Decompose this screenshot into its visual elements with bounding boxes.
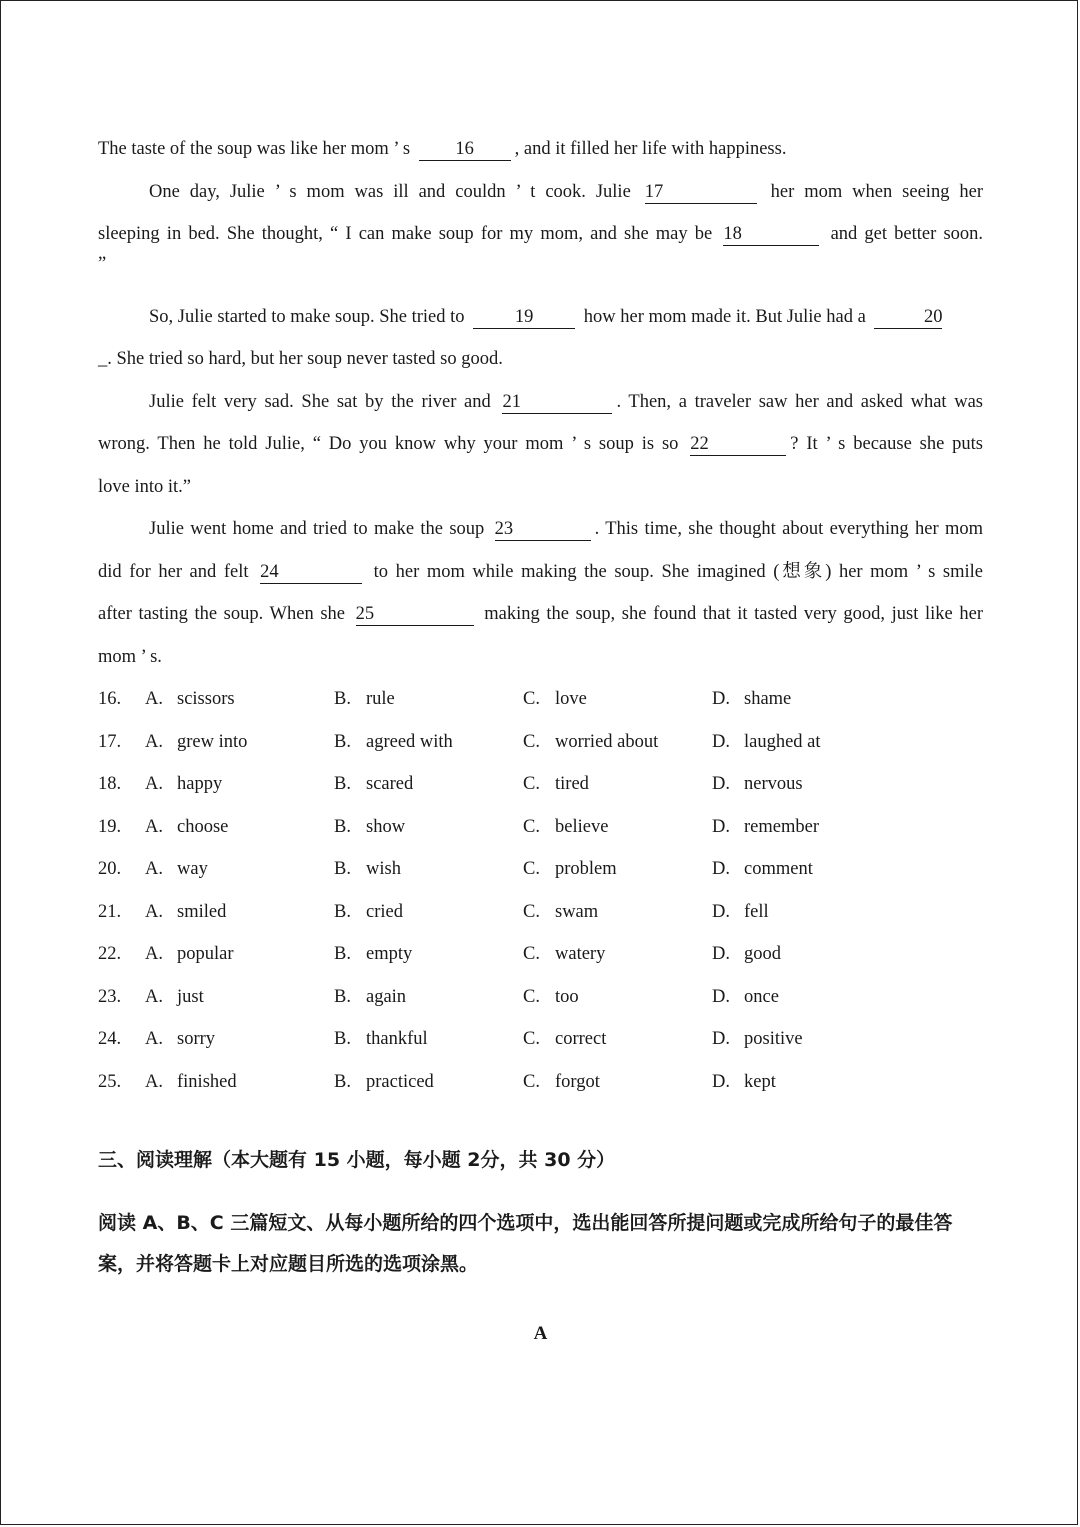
option-c[interactable]	[523, 891, 712, 934]
option-d[interactable]	[712, 848, 901, 891]
option-letter: D.	[712, 689, 730, 709]
option-text: positive	[744, 1029, 803, 1049]
question-number: 22.	[98, 944, 122, 964]
question-number: 19.	[98, 816, 122, 837]
option-letter: D.	[712, 1029, 730, 1049]
text: , and it filled her life with happiness.	[514, 139, 787, 159]
option-c[interactable]	[523, 806, 712, 849]
passage-line-12	[98, 593, 983, 636]
option-letter: C.	[523, 774, 540, 794]
text: Julie felt very sad. She sat by the river and	[149, 391, 491, 412]
option-text: scared	[366, 774, 414, 794]
option-letter: A.	[145, 859, 163, 879]
option-text: cried	[366, 901, 403, 922]
option-letter: D.	[712, 774, 730, 794]
option-letter: A.	[145, 774, 163, 794]
option-d[interactable]	[712, 721, 901, 764]
question-17	[98, 721, 983, 764]
option-letter: D.	[712, 816, 730, 837]
option-letter: C.	[523, 816, 540, 837]
option-c[interactable]	[523, 933, 712, 976]
option-a[interactable]	[145, 891, 334, 934]
option-letter: A.	[145, 1071, 163, 1092]
option-letter: C.	[523, 1029, 540, 1049]
passage-line-8	[98, 423, 983, 466]
text: how her mom made it. But Julie had a	[583, 306, 866, 327]
option-c[interactable]	[523, 721, 712, 764]
option-text: choose	[177, 816, 229, 837]
option-a[interactable]	[145, 1018, 334, 1061]
option-letter: D.	[712, 901, 730, 922]
option-letter: B.	[334, 1071, 351, 1092]
option-text: watery	[555, 944, 606, 964]
option-text: problem	[555, 859, 617, 879]
text: making the soup, she found that it tasted very good, just like her	[484, 604, 984, 624]
blank-18: 18	[723, 223, 819, 246]
text: did for her and felt	[98, 561, 249, 582]
text: sleeping in bed. She thought, “ I can make soup for my mom, and she may be	[98, 224, 713, 244]
option-b[interactable]	[334, 763, 523, 806]
blank-24: 24	[260, 561, 362, 584]
text: her mom when seeing her	[770, 181, 984, 202]
question-number: 23.	[98, 986, 122, 1007]
option-text: sorry	[177, 1029, 216, 1049]
option-letter: B.	[334, 859, 351, 879]
option-b[interactable]	[334, 678, 523, 721]
question-number: 21.	[98, 901, 122, 922]
option-text: way	[177, 859, 208, 879]
option-text: once	[744, 986, 779, 1007]
option-letter: A.	[145, 986, 163, 1007]
blank-20: 20	[874, 306, 942, 329]
option-text: scissors	[177, 689, 235, 709]
question-list	[98, 678, 983, 1103]
option-text: laughed at	[744, 731, 821, 752]
option-b[interactable]	[334, 806, 523, 849]
option-text: smiled	[177, 901, 227, 922]
option-letter: A.	[145, 731, 163, 752]
passage-line-10	[98, 508, 983, 551]
option-text: grew into	[177, 731, 248, 752]
text: love into it.”	[98, 476, 191, 497]
option-letter: C.	[523, 944, 540, 964]
option-text: again	[366, 986, 407, 1007]
option-letter: D.	[712, 731, 730, 752]
option-letter: D.	[712, 859, 730, 879]
option-letter: A.	[145, 689, 163, 709]
option-b[interactable]	[334, 933, 523, 976]
option-a[interactable]	[145, 1061, 334, 1104]
option-text: worried about	[555, 731, 659, 752]
option-letter: B.	[334, 986, 351, 1007]
text: ”	[98, 253, 107, 274]
option-letter: B.	[334, 1029, 351, 1049]
text: after tasting the soup. When she	[98, 604, 346, 624]
option-letter: A.	[145, 816, 163, 837]
option-a[interactable]	[145, 933, 334, 976]
option-c[interactable]	[523, 678, 712, 721]
passage-line-3	[98, 213, 983, 256]
option-text: tired	[555, 774, 589, 794]
option-text: swam	[555, 901, 599, 922]
option-letter: B.	[334, 689, 351, 709]
option-text: wish	[366, 859, 401, 879]
option-a[interactable]	[145, 976, 334, 1019]
option-d[interactable]	[712, 678, 901, 721]
option-text: love	[555, 689, 587, 709]
option-text: show	[366, 816, 406, 837]
text: . This time, she thought about everything her mom	[594, 519, 983, 539]
option-b[interactable]	[334, 1018, 523, 1061]
option-letter: A.	[145, 1029, 163, 1049]
option-letter: D.	[712, 986, 730, 1007]
passage-line-7	[98, 381, 983, 424]
text: . Then, a traveler saw her and asked what was	[616, 391, 983, 412]
option-text: empty	[366, 944, 413, 964]
option-d[interactable]	[712, 891, 901, 934]
option-text: finished	[177, 1071, 237, 1092]
text: ? It ’ s because she puts	[790, 434, 984, 454]
text: One day, Julie ’ s mom was ill and couldn ’ t cook. Julie	[149, 181, 631, 202]
option-b[interactable]	[334, 1061, 523, 1104]
option-text: comment	[744, 859, 813, 879]
question-21	[98, 891, 983, 934]
blank-23: 23	[495, 518, 591, 541]
question-25	[98, 1061, 983, 1104]
option-c[interactable]	[523, 848, 712, 891]
option-letter: B.	[334, 944, 351, 964]
option-d[interactable]	[712, 933, 901, 976]
option-text: practiced	[366, 1071, 434, 1092]
blank-21: 21	[502, 391, 612, 414]
option-d[interactable]	[712, 763, 901, 806]
option-letter: B.	[334, 901, 351, 922]
question-24	[98, 1018, 983, 1061]
passage-line-2	[98, 171, 983, 214]
section-instruction: 阅读 A、B、C 三篇短文、从每小题所给的四个选项中，选出能回答所提问题或完成所给句子的最佳答案，并将答题卡上对应题目所选的选项涂黑。	[98, 1212, 953, 1275]
blank-22: 22	[690, 433, 786, 456]
question-number: 17.	[98, 731, 122, 752]
option-b[interactable]	[334, 891, 523, 934]
passage-line-13	[98, 636, 983, 679]
text: mom ’ s.	[98, 646, 162, 667]
question-20	[98, 848, 983, 891]
question-18	[98, 763, 983, 806]
option-letter: B.	[334, 816, 351, 837]
passage-label: A	[533, 1323, 548, 1344]
option-text: agreed with	[366, 731, 453, 752]
option-text: happy	[177, 774, 223, 794]
blank-25: 25	[356, 603, 474, 626]
question-number: 25.	[98, 1071, 122, 1092]
option-letter: A.	[145, 901, 163, 922]
question-number: 24.	[98, 1029, 122, 1049]
question-number: 16.	[98, 689, 122, 709]
option-text: shame	[744, 689, 792, 709]
option-d[interactable]	[712, 806, 901, 849]
option-letter: C.	[523, 1071, 540, 1092]
passage-line-9	[98, 466, 983, 509]
option-text: thankful	[366, 1029, 428, 1049]
option-d[interactable]	[712, 976, 901, 1019]
option-letter: B.	[334, 731, 351, 752]
option-text: rule	[366, 689, 395, 709]
question-number: 20.	[98, 859, 122, 879]
option-letter: C.	[523, 986, 540, 1007]
text: The taste of the soup was like her mom ’ s	[98, 139, 411, 159]
blank-16: 16	[419, 138, 511, 161]
option-b[interactable]	[334, 976, 523, 1019]
option-d[interactable]	[712, 1061, 901, 1104]
option-letter: B.	[334, 774, 351, 794]
question-22	[98, 933, 983, 976]
option-letter: D.	[712, 944, 730, 964]
blank-17: 17	[645, 181, 757, 204]
exam-page	[98, 128, 983, 1345]
option-d[interactable]	[712, 1018, 901, 1061]
option-text: believe	[555, 816, 609, 837]
passage-line-11	[98, 551, 983, 594]
option-text: just	[177, 986, 204, 1007]
option-a[interactable]	[145, 721, 334, 764]
option-text: fell	[744, 901, 769, 922]
option-text: good	[744, 944, 781, 964]
option-text: forgot	[555, 1071, 600, 1092]
option-letter: C.	[523, 901, 540, 922]
option-b[interactable]	[334, 848, 523, 891]
option-text: too	[555, 986, 579, 1007]
option-letter: C.	[523, 731, 540, 752]
option-letter: C.	[523, 859, 540, 879]
option-letter: A.	[145, 944, 163, 964]
option-c[interactable]	[523, 1061, 712, 1104]
text: to her mom while making the soup. She imagined (想象) her mom ’ s smile	[373, 561, 983, 582]
option-c[interactable]	[523, 1018, 712, 1061]
option-a[interactable]	[145, 848, 334, 891]
section-heading: 三、阅读理解（本大题有 15 小题，每小题 2分，共 30 分）	[98, 1149, 616, 1171]
option-text: kept	[744, 1071, 776, 1092]
option-c[interactable]	[523, 976, 712, 1019]
option-text: correct	[555, 1029, 607, 1049]
question-23	[98, 976, 983, 1019]
option-a[interactable]	[145, 806, 334, 849]
question-16	[98, 678, 983, 721]
blank-19: 19	[473, 306, 575, 329]
passage-line-6	[98, 338, 983, 381]
passage-line-5	[98, 296, 983, 339]
text: _. She tried so hard, but her soup never tasted so good.	[98, 349, 503, 369]
option-a[interactable]	[145, 678, 334, 721]
option-letter: C.	[523, 689, 540, 709]
text: So, Julie started to make soup. She tried to	[149, 306, 465, 327]
option-text: remember	[744, 816, 819, 837]
option-letter: D.	[712, 1071, 730, 1092]
option-c[interactable]	[523, 763, 712, 806]
option-text: nervous	[744, 774, 803, 794]
option-a[interactable]	[145, 763, 334, 806]
question-19	[98, 806, 983, 849]
text: Julie went home and tried to make the soup	[149, 519, 485, 539]
option-text: popular	[177, 944, 234, 964]
question-number: 18.	[98, 774, 122, 794]
text: wrong. Then he told Julie, “ Do you know why your mom ’ s soup is so	[98, 434, 679, 454]
passage-line-1	[98, 128, 983, 171]
text: and get better soon.	[830, 224, 984, 244]
option-b[interactable]	[334, 721, 523, 764]
